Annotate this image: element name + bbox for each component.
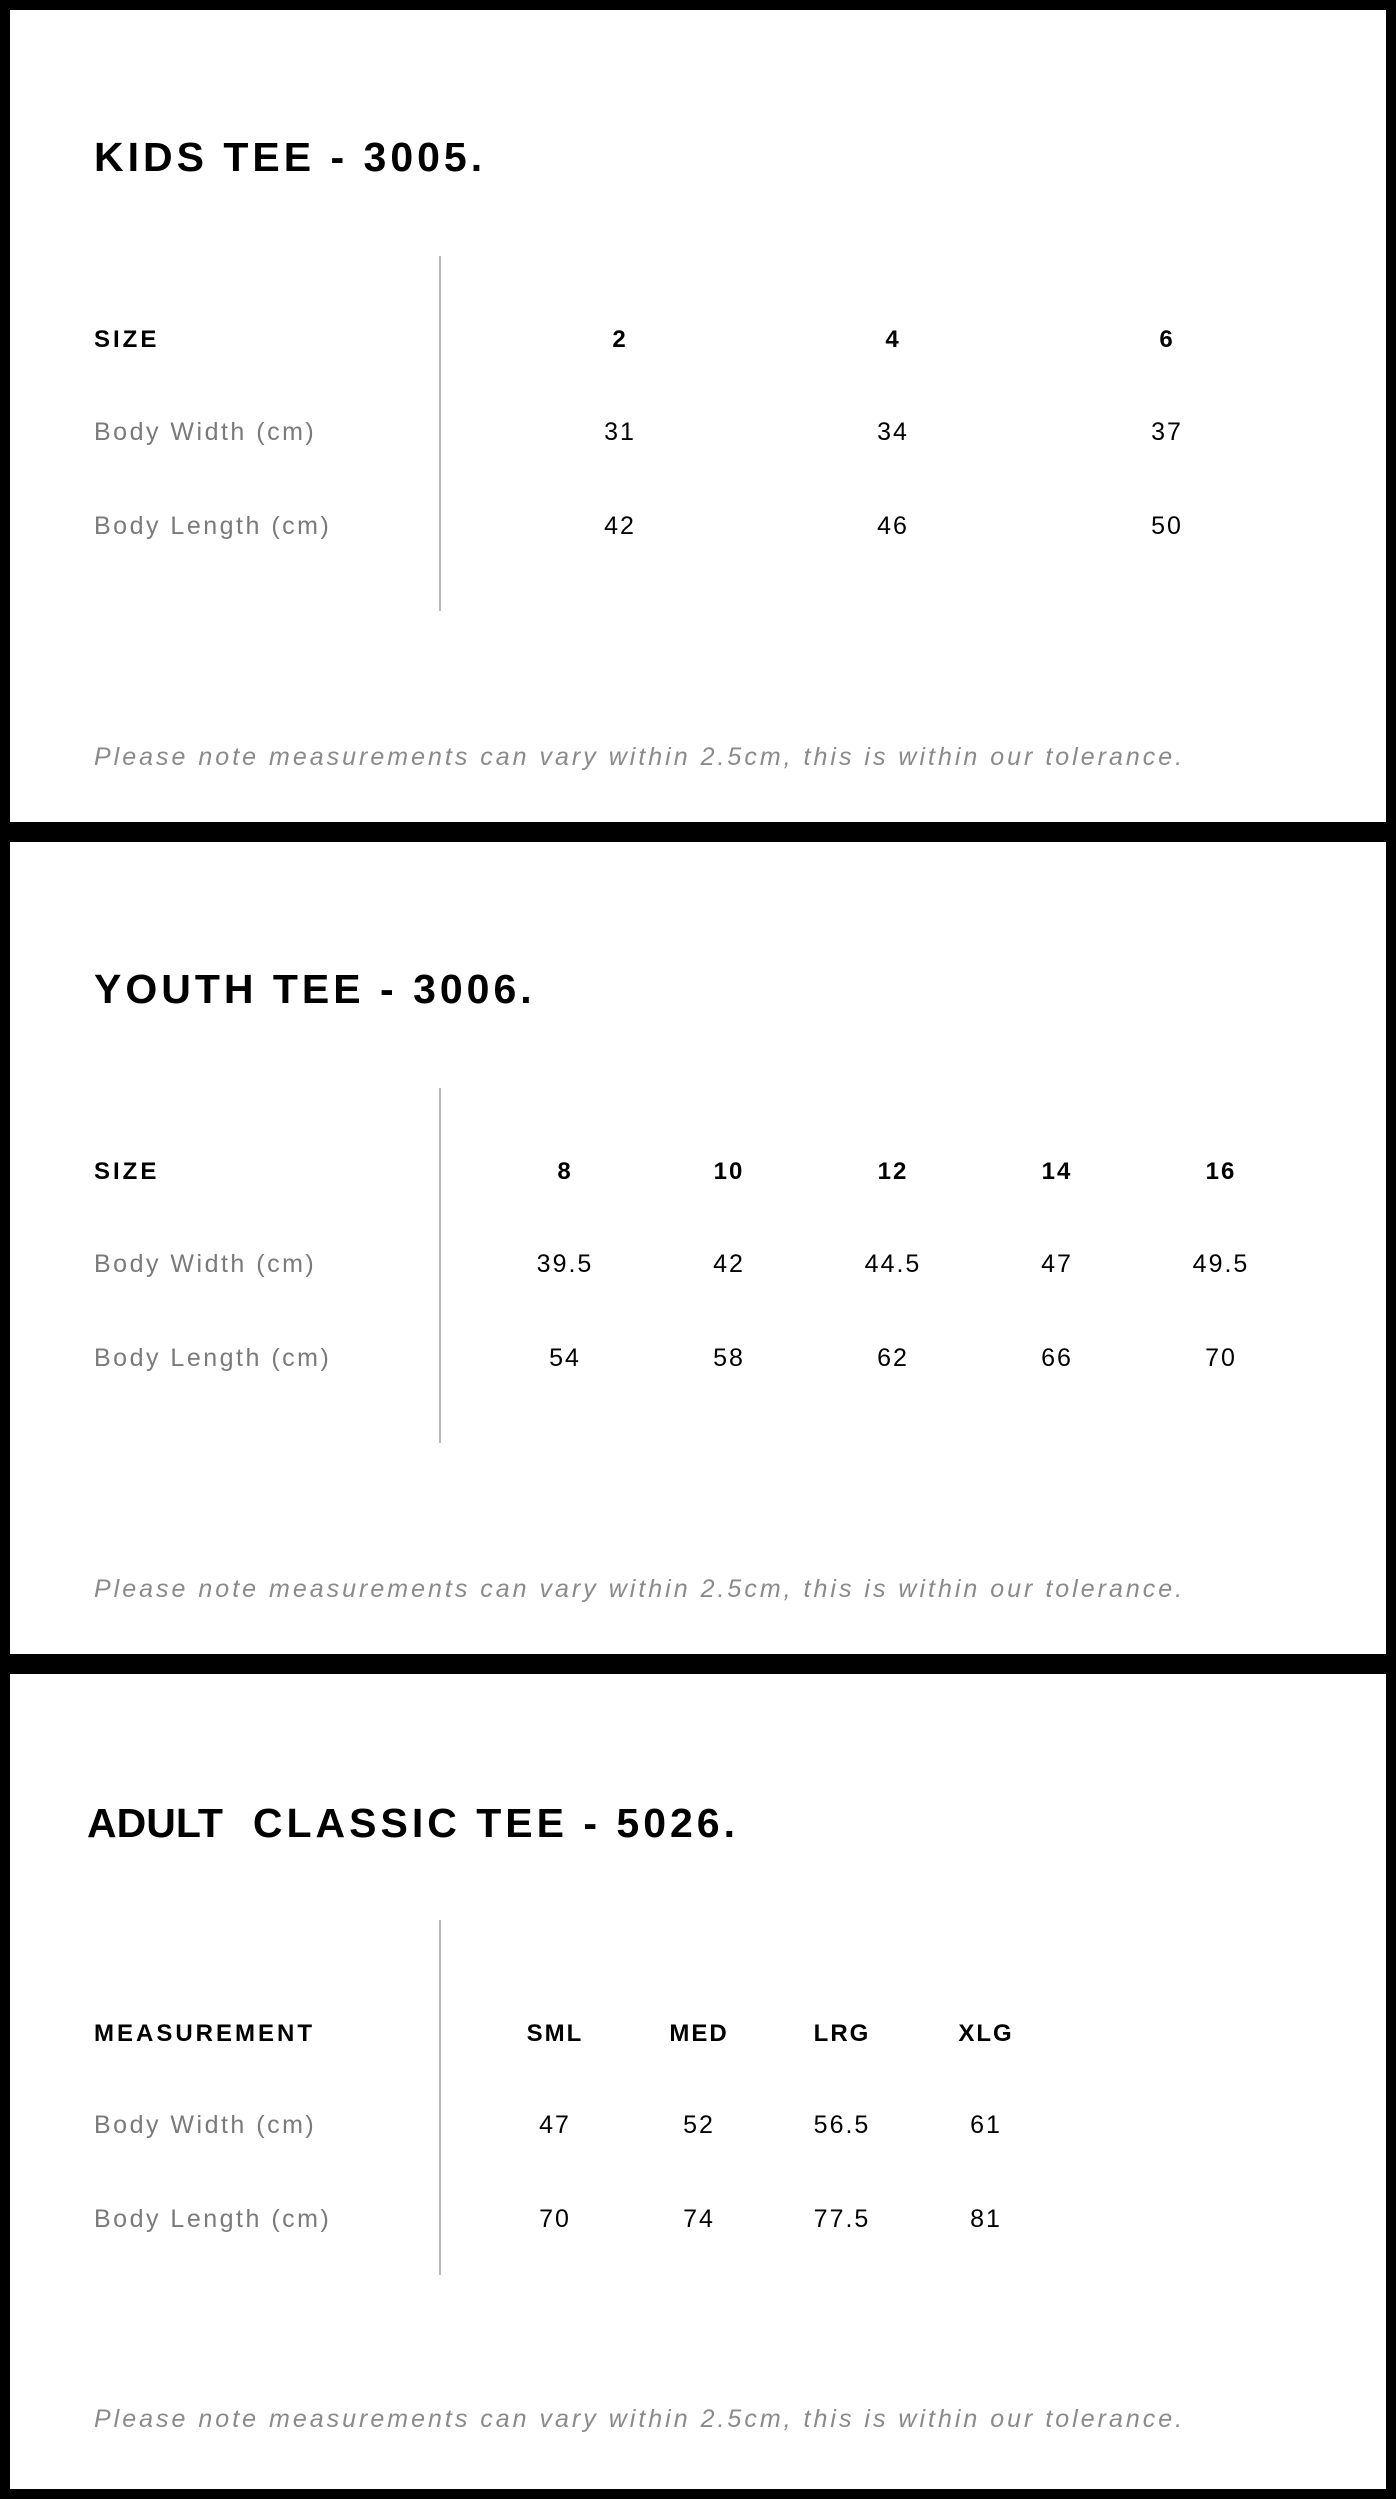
youth-size-8: 8 bbox=[557, 1158, 573, 1185]
adult-length-xlg: 81 bbox=[970, 2205, 1002, 2233]
youth-length-16: 70 bbox=[1205, 1344, 1237, 1372]
youth-width-10: 42 bbox=[713, 1250, 745, 1278]
adult-tolerance-note: Please note measurements can vary within 2.5cm, this is within our tolerance. bbox=[94, 2405, 1186, 2433]
adult-title-main: CLASSIC TEE - 5026. bbox=[252, 1800, 739, 1847]
youth-length-12: 62 bbox=[877, 1344, 909, 1372]
kids-body-length-label: Body Length (cm) bbox=[94, 512, 332, 540]
youth-size-12: 12 bbox=[877, 1158, 909, 1185]
adult-measurement-header: MEASUREMENT bbox=[94, 2020, 316, 2047]
kids-width-2: 31 bbox=[604, 418, 636, 446]
adult-width-lrg: 56.5 bbox=[813, 2111, 871, 2139]
youth-length-14: 66 bbox=[1041, 1344, 1073, 1372]
youth-size-chart bbox=[10, 842, 1386, 1654]
kids-length-4: 46 bbox=[877, 512, 909, 540]
adult-width-sml: 47 bbox=[539, 2111, 571, 2139]
adult-size-med: MED bbox=[669, 2020, 729, 2047]
youth-length-10: 58 bbox=[713, 1344, 745, 1372]
kids-body-width-label: Body Width (cm) bbox=[94, 418, 317, 446]
kids-width-6: 37 bbox=[1151, 418, 1183, 446]
kids-size-chart bbox=[10, 10, 1386, 822]
kids-size-2: 2 bbox=[612, 326, 628, 353]
youth-tolerance-note: Please note measurements can vary within 2.5cm, this is within our tolerance. bbox=[94, 1575, 1186, 1603]
adult-width-xlg: 61 bbox=[970, 2111, 1002, 2139]
kids-tolerance-note: Please note measurements can vary within 2.5cm, this is within our tolerance. bbox=[94, 743, 1186, 771]
adult-title bbox=[87, 1800, 739, 1847]
adult-width-med: 52 bbox=[683, 2111, 715, 2139]
adult-length-lrg: 77.5 bbox=[813, 2205, 871, 2233]
adult-title-lead: ADULT bbox=[87, 1800, 223, 1847]
adult-length-med: 74 bbox=[683, 2205, 715, 2233]
adult-size-chart bbox=[10, 1674, 1386, 2489]
youth-size-16: 16 bbox=[1205, 1158, 1237, 1185]
adult-body-width-label: Body Width (cm) bbox=[94, 2111, 317, 2139]
kids-title: KIDS TEE - 3005. bbox=[94, 134, 487, 181]
kids-size-6: 6 bbox=[1159, 326, 1175, 353]
kids-table-divider bbox=[439, 256, 441, 611]
kids-size-4: 4 bbox=[885, 326, 901, 353]
youth-width-16: 49.5 bbox=[1192, 1250, 1250, 1278]
youth-width-8: 39.5 bbox=[536, 1250, 594, 1278]
adult-size-xlg: XLG bbox=[958, 2020, 1014, 2047]
kids-width-4: 34 bbox=[877, 418, 909, 446]
youth-size-header: SIZE bbox=[94, 1158, 160, 1185]
youth-size-10: 10 bbox=[713, 1158, 745, 1185]
adult-size-sml: SML bbox=[526, 2020, 584, 2047]
youth-width-14: 47 bbox=[1041, 1250, 1073, 1278]
youth-title: YOUTH TEE - 3006. bbox=[94, 966, 536, 1013]
kids-size-header: SIZE bbox=[94, 326, 160, 353]
youth-length-8: 54 bbox=[549, 1344, 581, 1372]
adult-length-sml: 70 bbox=[539, 2205, 571, 2233]
youth-body-length-label: Body Length (cm) bbox=[94, 1344, 332, 1372]
kids-length-6: 50 bbox=[1151, 512, 1183, 540]
kids-length-2: 42 bbox=[604, 512, 636, 540]
adult-body-length-label: Body Length (cm) bbox=[94, 2205, 332, 2233]
youth-body-width-label: Body Width (cm) bbox=[94, 1250, 317, 1278]
youth-table-divider bbox=[439, 1088, 441, 1443]
youth-width-12: 44.5 bbox=[864, 1250, 922, 1278]
youth-size-14: 14 bbox=[1041, 1158, 1073, 1185]
adult-size-lrg: LRG bbox=[813, 2020, 871, 2047]
adult-table-divider bbox=[439, 1920, 441, 2275]
